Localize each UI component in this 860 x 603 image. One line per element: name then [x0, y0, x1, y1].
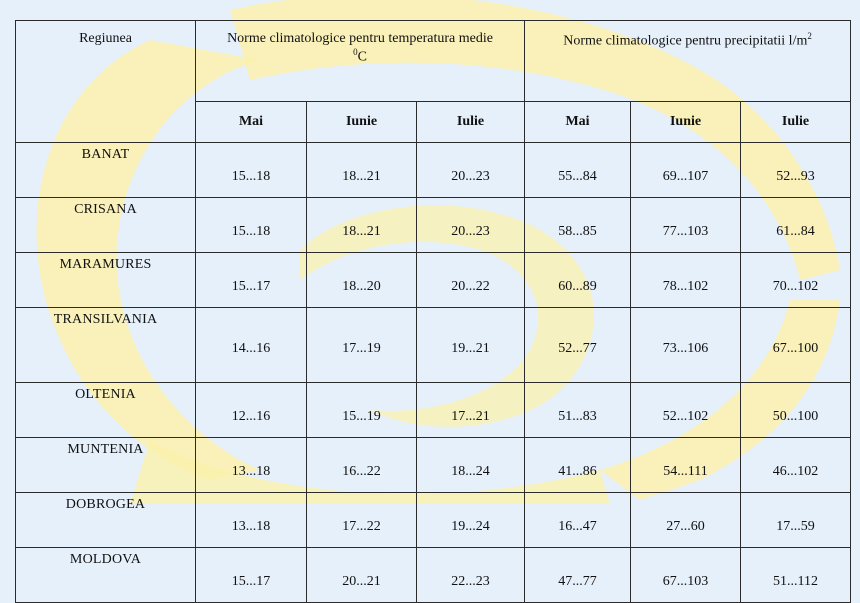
header-region: Regiunea — [16, 21, 196, 143]
temp-iulie: 19...21 — [417, 308, 525, 383]
precip-mai: 41...86 — [525, 438, 631, 493]
temp-iunie: 18...21 — [307, 198, 417, 253]
precip-mai: 60...89 — [525, 253, 631, 308]
header-temperature-title: Norme climatologice pentru temperatura medie — [227, 31, 493, 46]
temp-iulie: 20...23 — [417, 198, 525, 253]
precip-iulie: 46...102 — [741, 438, 851, 493]
precip-mai: 55...84 — [525, 143, 631, 198]
precip-iunie: 77...103 — [631, 198, 741, 253]
temp-mai: 14...16 — [196, 308, 307, 383]
temp-iulie: 20...22 — [417, 253, 525, 308]
region-name: MUNTENIA — [16, 438, 196, 493]
table-row-crisana — [16, 198, 851, 253]
region-name: MOLDOVA — [16, 548, 196, 603]
header-precipitation-group — [525, 21, 851, 102]
temp-iulie: 19...24 — [417, 493, 525, 548]
precip-iulie: 51...112 — [741, 548, 851, 603]
temp-iunie: 15...19 — [307, 383, 417, 438]
precip-mai: 47...77 — [525, 548, 631, 603]
header-temperature-group — [196, 21, 525, 102]
region-name: TRANSILVANIA — [16, 308, 196, 383]
temp-mai: 13...18 — [196, 493, 307, 548]
temp-mai: 15...18 — [196, 143, 307, 198]
header-temp-month-iulie: Iulie — [417, 102, 525, 143]
precip-iulie: 70...102 — [741, 253, 851, 308]
precip-iunie: 73...106 — [631, 308, 741, 383]
header-precip-month-iulie: Iulie — [741, 102, 851, 143]
region-name: DOBROGEA — [16, 493, 196, 548]
precip-iunie: 69...107 — [631, 143, 741, 198]
precip-iulie: 67...100 — [741, 308, 851, 383]
header-temp-month-iunie: Iunie — [307, 102, 417, 143]
table-row-moldova — [16, 548, 851, 603]
precip-iulie: 52...93 — [741, 143, 851, 198]
precip-iunie: 52...102 — [631, 383, 741, 438]
climate-norms-table — [15, 20, 851, 603]
precip-mai: 52...77 — [525, 308, 631, 383]
temp-mai: 15...18 — [196, 198, 307, 253]
temp-iunie: 17...19 — [307, 308, 417, 383]
table-row-transilvania — [16, 308, 851, 383]
table-row-muntenia — [16, 438, 851, 493]
temp-mai: 13...18 — [196, 438, 307, 493]
climate-norms-table-container — [15, 20, 850, 603]
temp-iunie: 20...21 — [307, 548, 417, 603]
region-name: MARAMURES — [16, 253, 196, 308]
temp-mai: 15...17 — [196, 548, 307, 603]
temp-iunie: 18...21 — [307, 143, 417, 198]
temp-iulie: 22...23 — [417, 548, 525, 603]
precip-mai: 16...47 — [525, 493, 631, 548]
region-name: BANAT — [16, 143, 196, 198]
temp-iunie: 16...22 — [307, 438, 417, 493]
table-row-oltenia — [16, 383, 851, 438]
precip-iunie: 67...103 — [631, 548, 741, 603]
precip-iulie: 61...84 — [741, 198, 851, 253]
table-row-maramures — [16, 253, 851, 308]
region-name: OLTENIA — [16, 383, 196, 438]
precip-iulie: 17...59 — [741, 493, 851, 548]
temp-iunie: 18...20 — [307, 253, 417, 308]
header-precip-month-iunie: Iunie — [631, 102, 741, 143]
header-precipitation-title: Norme climatologice pentru precipitatii l/m — [563, 33, 808, 49]
precip-iunie: 27...60 — [631, 493, 741, 548]
header-temperature-unit-sup: 0 — [353, 47, 358, 57]
precip-iunie: 54...111 — [631, 438, 741, 493]
temp-iunie: 17...22 — [307, 493, 417, 548]
precip-mai: 58...85 — [525, 198, 631, 253]
precip-iulie: 50...100 — [741, 383, 851, 438]
temp-iulie: 20...23 — [417, 143, 525, 198]
header-precipitation-unit-sup: 2 — [807, 31, 812, 41]
precip-mai: 51...83 — [525, 383, 631, 438]
header-temperature-unit: C — [357, 49, 367, 65]
header-precip-month-mai: Mai — [525, 102, 631, 143]
temp-mai: 12...16 — [196, 383, 307, 438]
temp-mai: 15...17 — [196, 253, 307, 308]
table-row-banat — [16, 143, 851, 198]
temp-iulie: 18...24 — [417, 438, 525, 493]
temp-iulie: 17...21 — [417, 383, 525, 438]
header-temp-month-mai: Mai — [196, 102, 307, 143]
table-row-dobrogea — [16, 493, 851, 548]
region-name: CRISANA — [16, 198, 196, 253]
precip-iunie: 78...102 — [631, 253, 741, 308]
